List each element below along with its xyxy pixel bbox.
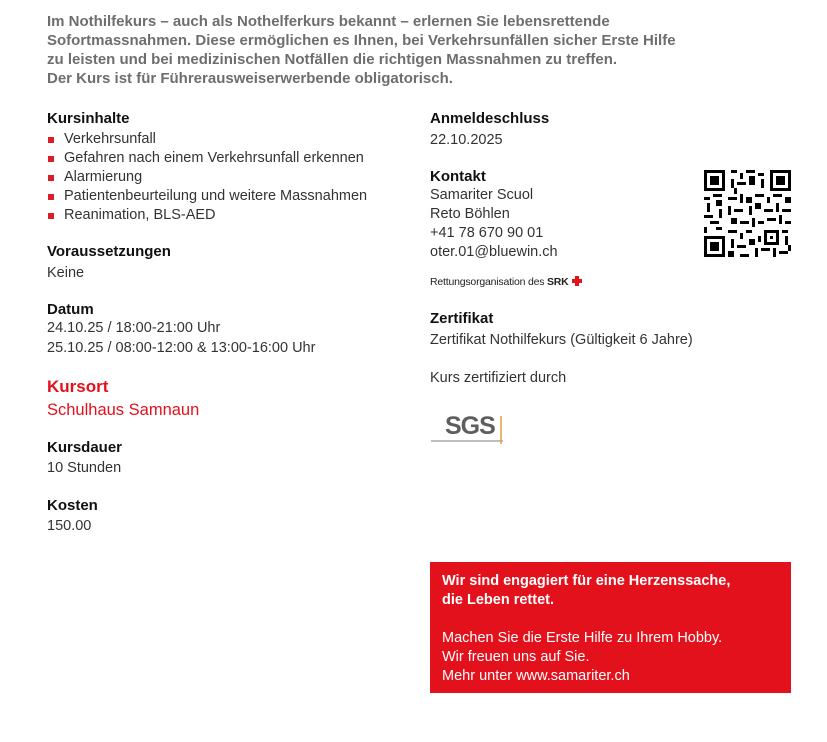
bullet-square-icon xyxy=(48,156,54,162)
list-item-text: Reanimation, BLS-AED xyxy=(64,207,216,223)
srk-brand: SRK xyxy=(547,276,569,288)
kontakt-phone: +41 78 670 90 01 xyxy=(430,225,544,241)
list-item xyxy=(47,168,417,187)
zertifikat-value: Zertifikat Nothilfekurs (Gültigkeit 6 Jahre) xyxy=(430,332,693,348)
kosten-heading: Kosten xyxy=(47,497,98,514)
zertifikat-heading: Zertifikat xyxy=(430,310,494,327)
bullet-square-icon xyxy=(48,194,54,200)
kontakt-heading: Kontakt xyxy=(430,168,486,185)
intro-line: Sofortmassnahmen. Diese ermöglichen es Ihnen, bei Verkehrsunfällen sicher Erste Hilfe xyxy=(47,32,676,49)
kursort-heading: Kursort xyxy=(47,377,109,396)
kontakt-person: Reto Böhlen xyxy=(430,206,510,222)
banner-link-line: Mehr unter www.samariter.ch xyxy=(442,668,630,684)
anmeldeschluss-section xyxy=(430,110,800,150)
kosten-value: 150.00 xyxy=(47,518,92,534)
list-item xyxy=(47,206,417,225)
list-item xyxy=(47,149,417,168)
kursdauer-heading: Kursdauer xyxy=(47,439,123,456)
banner-headline-line: die Leben rettet. xyxy=(442,592,554,608)
intro-paragraph xyxy=(47,12,787,88)
srk-prefix: Rettungsorganisation des xyxy=(430,276,545,288)
kursort-value: Schulhaus Samnaun xyxy=(47,401,200,419)
kursort-section xyxy=(47,377,417,420)
kontakt-email: oter.01@bluewin.ch xyxy=(430,244,558,260)
intro-line: Im Nothilfekurs – auch als Nothelferkurs bekannt – erlernen Sie lebensrettende xyxy=(47,13,610,30)
list-item-text: Gefahren nach einem Verkehrsunfall erkennen xyxy=(64,150,364,166)
voraussetzungen-section xyxy=(47,243,417,283)
red-cross-icon xyxy=(572,276,582,286)
kursinhalte-list xyxy=(47,130,417,225)
kontakt-org: Samariter Scuol xyxy=(430,187,534,203)
kursinhalte-section xyxy=(47,110,417,225)
kursdauer-value: 10 Stunden xyxy=(47,460,122,476)
datum-section xyxy=(47,301,417,358)
banner-headline-line: Wir sind engagiert für eine Herzenssache, xyxy=(442,573,731,589)
voraussetzungen-heading: Voraussetzungen xyxy=(47,243,171,260)
bullet-square-icon xyxy=(48,213,54,219)
list-item-text: Patientenbeurteilung und weitere Massnahmen xyxy=(64,188,368,204)
zertifikat-section xyxy=(430,310,800,388)
datum-line: 25.10.25 / 08:00-12:00 & 13:00-16:00 Uhr xyxy=(47,340,316,356)
certified-by-text: Kurs zertifiziert durch xyxy=(430,370,567,386)
bullet-square-icon xyxy=(48,137,54,143)
list-item xyxy=(47,130,417,149)
kosten-section xyxy=(47,497,417,536)
qr-code-icon xyxy=(704,170,791,257)
srk-badge xyxy=(430,276,800,288)
list-item-text: Verkehrsunfall xyxy=(64,131,156,147)
voraussetzungen-value: Keine xyxy=(47,265,85,281)
banner-text-line: Wir freuen uns auf Sie. xyxy=(442,649,590,665)
banner-text-line: Machen Sie die Erste Hilfe zu Ihrem Hobby. xyxy=(442,630,723,646)
bullet-square-icon xyxy=(48,175,54,181)
left-column xyxy=(47,110,417,536)
intro-line: zu leisten und bei medizinischen Notfällen die richtigen Massnahmen zu treffen. xyxy=(47,51,618,68)
intro-line: Der Kurs ist für Führerausweiserwerbende obligatorisch. xyxy=(47,70,453,87)
anmeldeschluss-value: 22.10.2025 xyxy=(430,132,503,148)
sgs-logo-text: SGS xyxy=(445,412,495,440)
list-item xyxy=(47,187,417,206)
kursdauer-section xyxy=(47,439,417,478)
kursinhalte-heading: Kursinhalte xyxy=(47,110,130,127)
datum-line: 24.10.25 / 18:00-21:00 Uhr xyxy=(47,320,221,336)
sgs-logo xyxy=(431,412,503,444)
promo-banner xyxy=(430,562,791,693)
list-item-text: Alarmierung xyxy=(64,169,143,185)
anmeldeschluss-heading: Anmeldeschluss xyxy=(430,110,550,127)
datum-heading: Datum xyxy=(47,301,94,318)
